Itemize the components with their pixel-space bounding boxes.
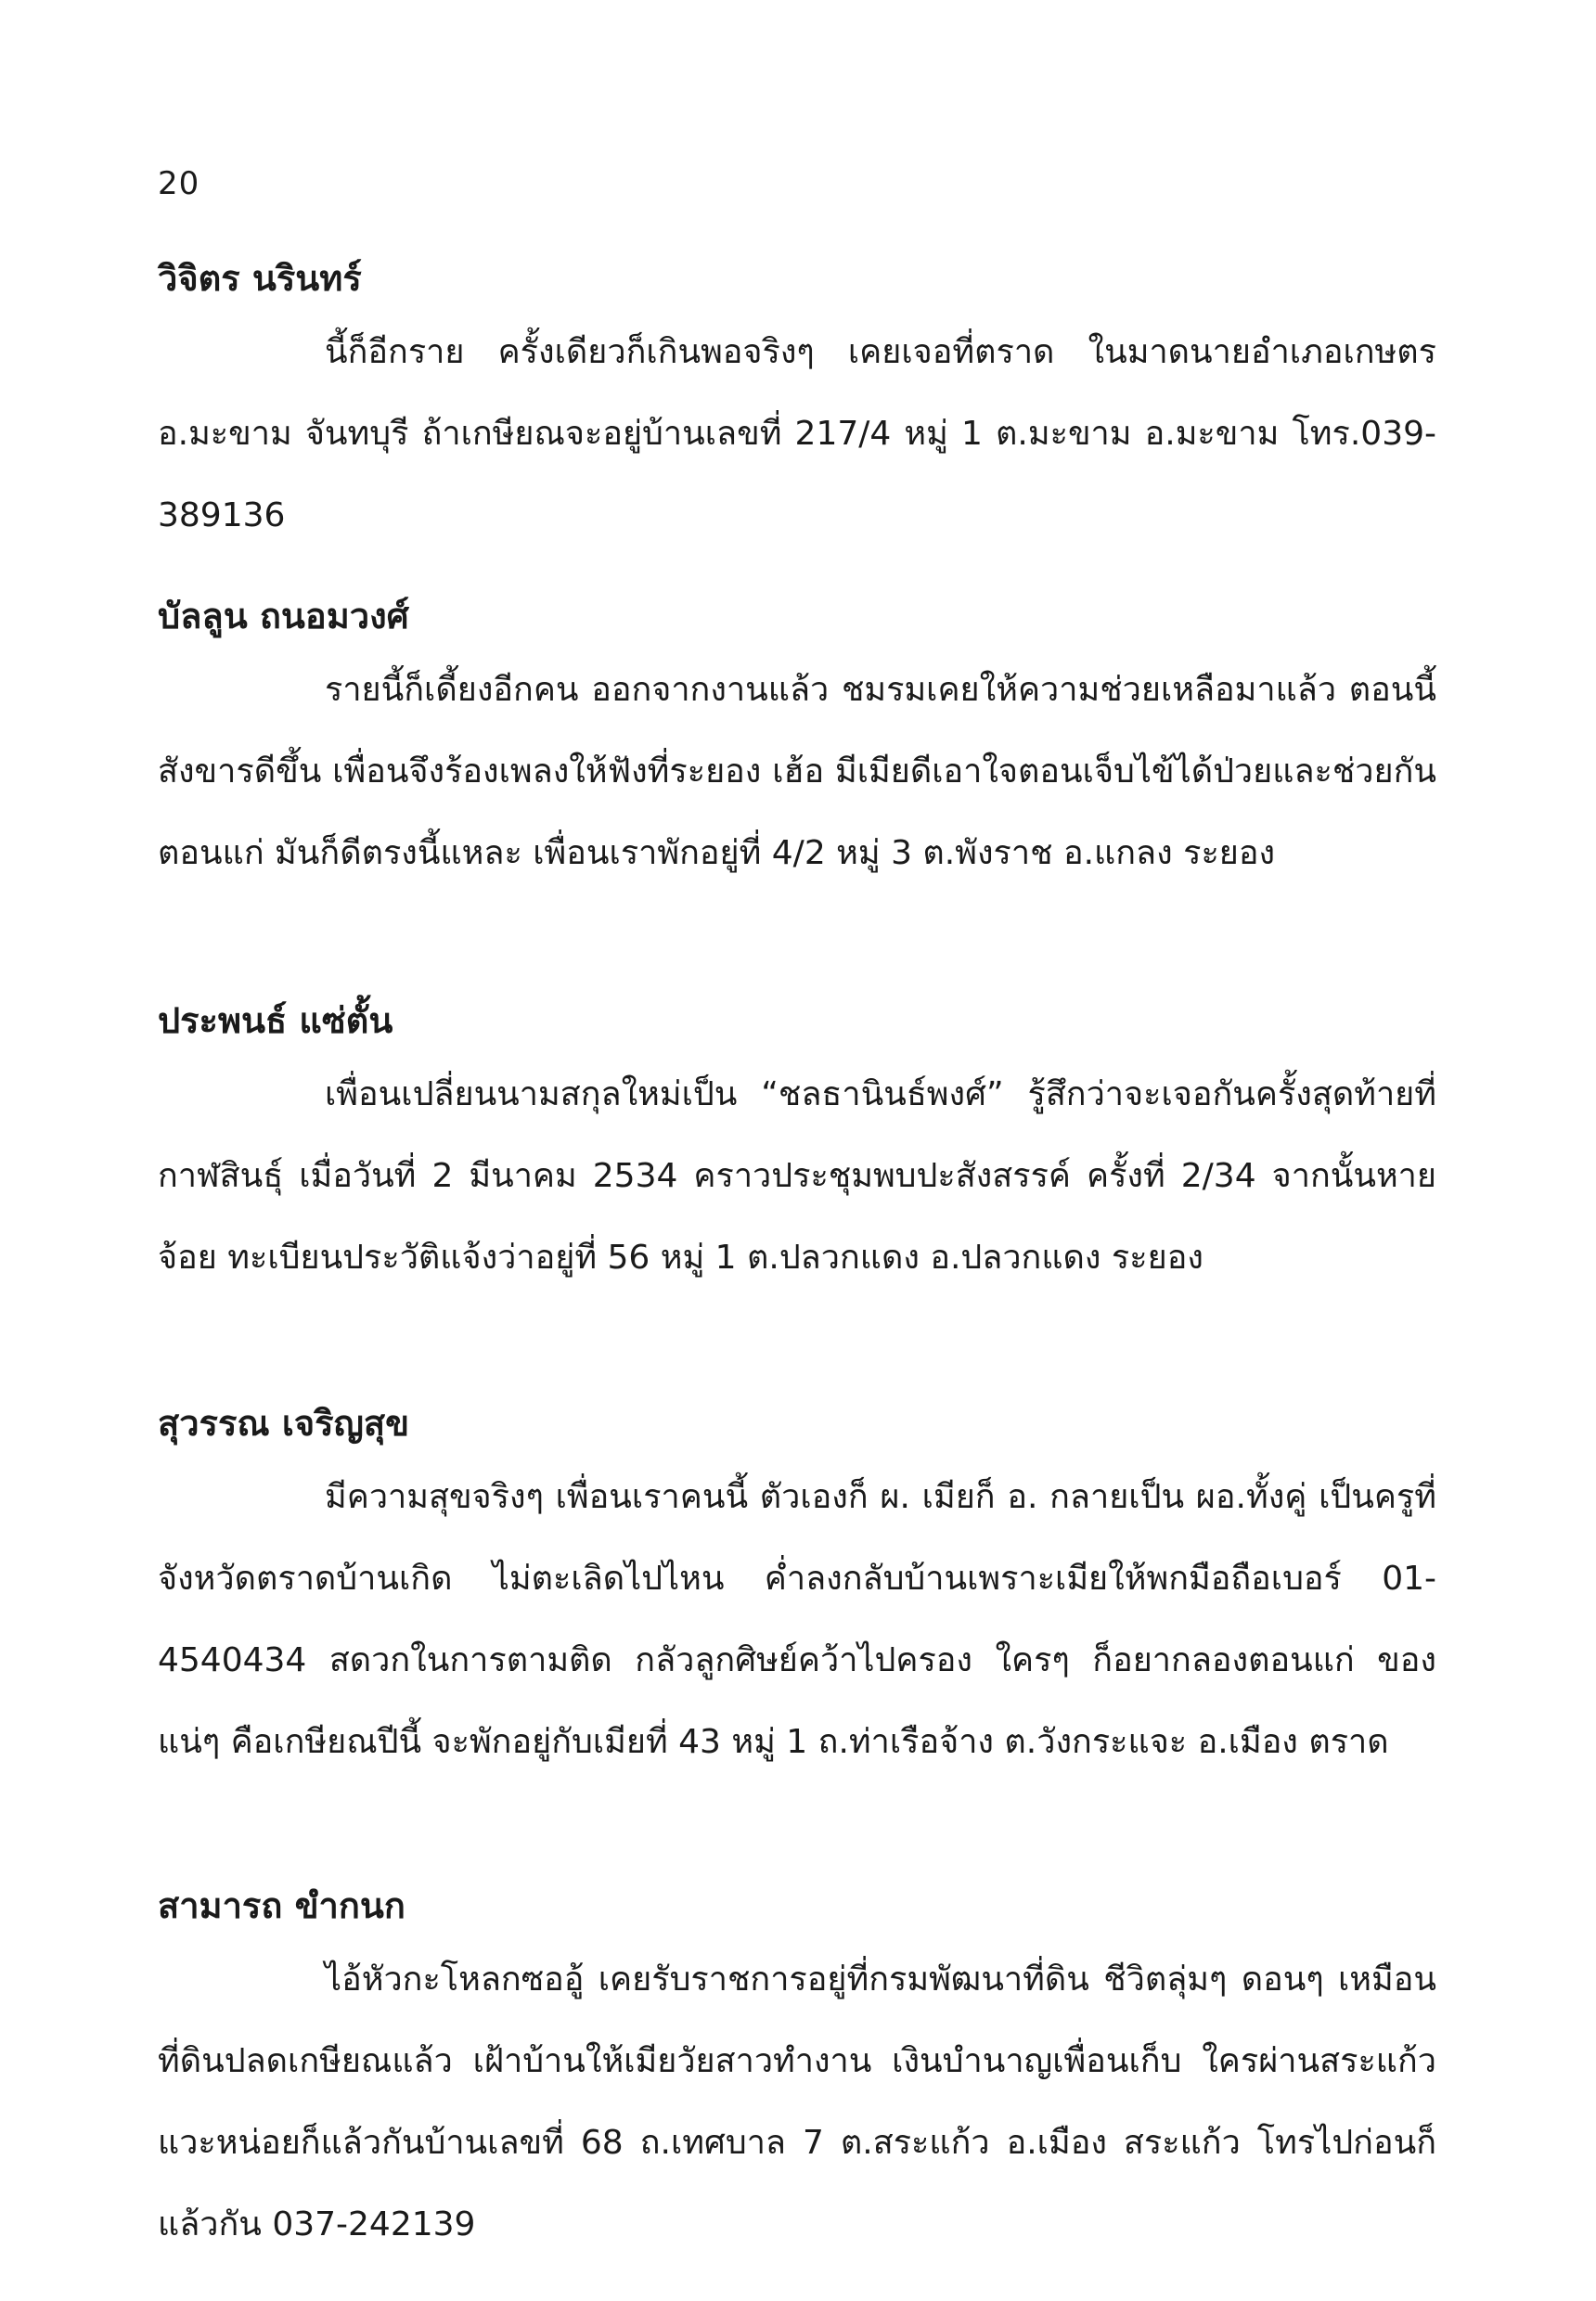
entry [158, 1397, 1436, 1783]
entry [158, 252, 1436, 557]
page-number: 20 [158, 165, 200, 202]
entry-name: บัลลูน ถนอมวงศ์ [158, 596, 409, 636]
entry-name: สุวรรณ เจริญสุข [158, 1403, 410, 1444]
entry-text: มีความสุขจริงๆ เพื่อนเราคนนี้ ตัวเองก็ ผ. เมียก็ อ. กลายเป็น ผอ.ทั้งคู่ เป็นครูที่จังหวัดตราดบ้านเกิด ไม่ตะเลิดไปไหน ค่ำลงกลับบ้านเพราะเมียให้พกมือถือเบอร์ 01-4540434 สดวกในการตามติด กลัวลูกศิษย์คว้าไปครอง ใครๆ ก็อยากลองตอนแก่ ของแน่ๆ คือเกษียณปีนี้ จะพักอยู่กับเมียที่ 43 หมู่ 1 ถ.ท่าเรือจ้าง ต.วังกระแจะ อ.เมือง ตราด [158, 1478, 1436, 1761]
entry [158, 1880, 1436, 2266]
entry-text: รายนี้ก็เดี้ยงอีกคน ออกจากงานแล้ว ชมรมเคยให้ความช่วยเหลือมาแล้ว ตอนนี้สังขารดีขึ้น เพื่อนจึงร้องเพลงให้ฟังที่ระยอง เฮ้อ มีเมียดีเอาใจตอนเจ็บไข้ได้ป่วยและช่วยกันตอนแก่ มันก็ดีตรงนี้แหละ เพื่อนเราพักอยู่ที่ 4/2 หมู่ 3 ต.พังราช อ.แกลง ระยอง [158, 671, 1436, 872]
entry-name: สามารถ ขำกนก [158, 1885, 405, 1926]
entry-name: ประพนธ์ แซ่ตั้น [158, 1000, 393, 1041]
entry [158, 995, 1436, 1299]
entry-text: เพื่อนเปลี่ยนนามสกุลใหม่เป็น “ชลธานินธ์พงศ์” รู้สึกว่าจะเจอกันครั้งสุดท้ายที่กาฬสินธุ์ เมื่อวันที่ 2 มีนาคม 2534 คราวประชุมพบปะสังสรรค์ ครั้งที่ 2/34 จากนั้นหายจ้อย ทะเบียนประวัติแจ้งว่าอยู่ที่ 56 หมู่ 1 ต.ปลวกแดง อ.ปลวกแดง ระยอง [158, 1075, 1436, 1277]
entry-name: วิจิตร นรินทร์ [158, 258, 362, 299]
entry [158, 590, 1436, 894]
entry-text: นี้ก็อีกราย ครั้งเดียวก็เกินพอจริงๆ เคยเจอที่ตราด ในมาดนายอำเภอเกษตร อ.มะขาม จันทบุรี ถ้าเกษียณจะอยู่บ้านเลขที่ 217/4 หมู่ 1 ต.มะขาม อ.มะขาม โทร.039-389136 [158, 333, 1436, 534]
entry-text: ไอ้หัวกะโหลกซออู้ เคยรับราชการอยู่ที่กรมพัฒนาที่ดิน ชีวิตลุ่มๆ ดอนๆ เหมือนที่ดินปลดเกษียณแล้ว เฝ้าบ้านให้เมียวัยสาวทำงาน เงินบำนาญเพื่อนเก็บ ใครผ่านสระแก้ว แวะหน่อยก็แล้วกันบ้านเลขที่ 68 ถ.เทศบาล 7 ต.สระแก้ว อ.เมือง สระแก้ว โทรไปก่อนก็แล้วกัน 037-242139 [158, 1960, 1436, 2243]
